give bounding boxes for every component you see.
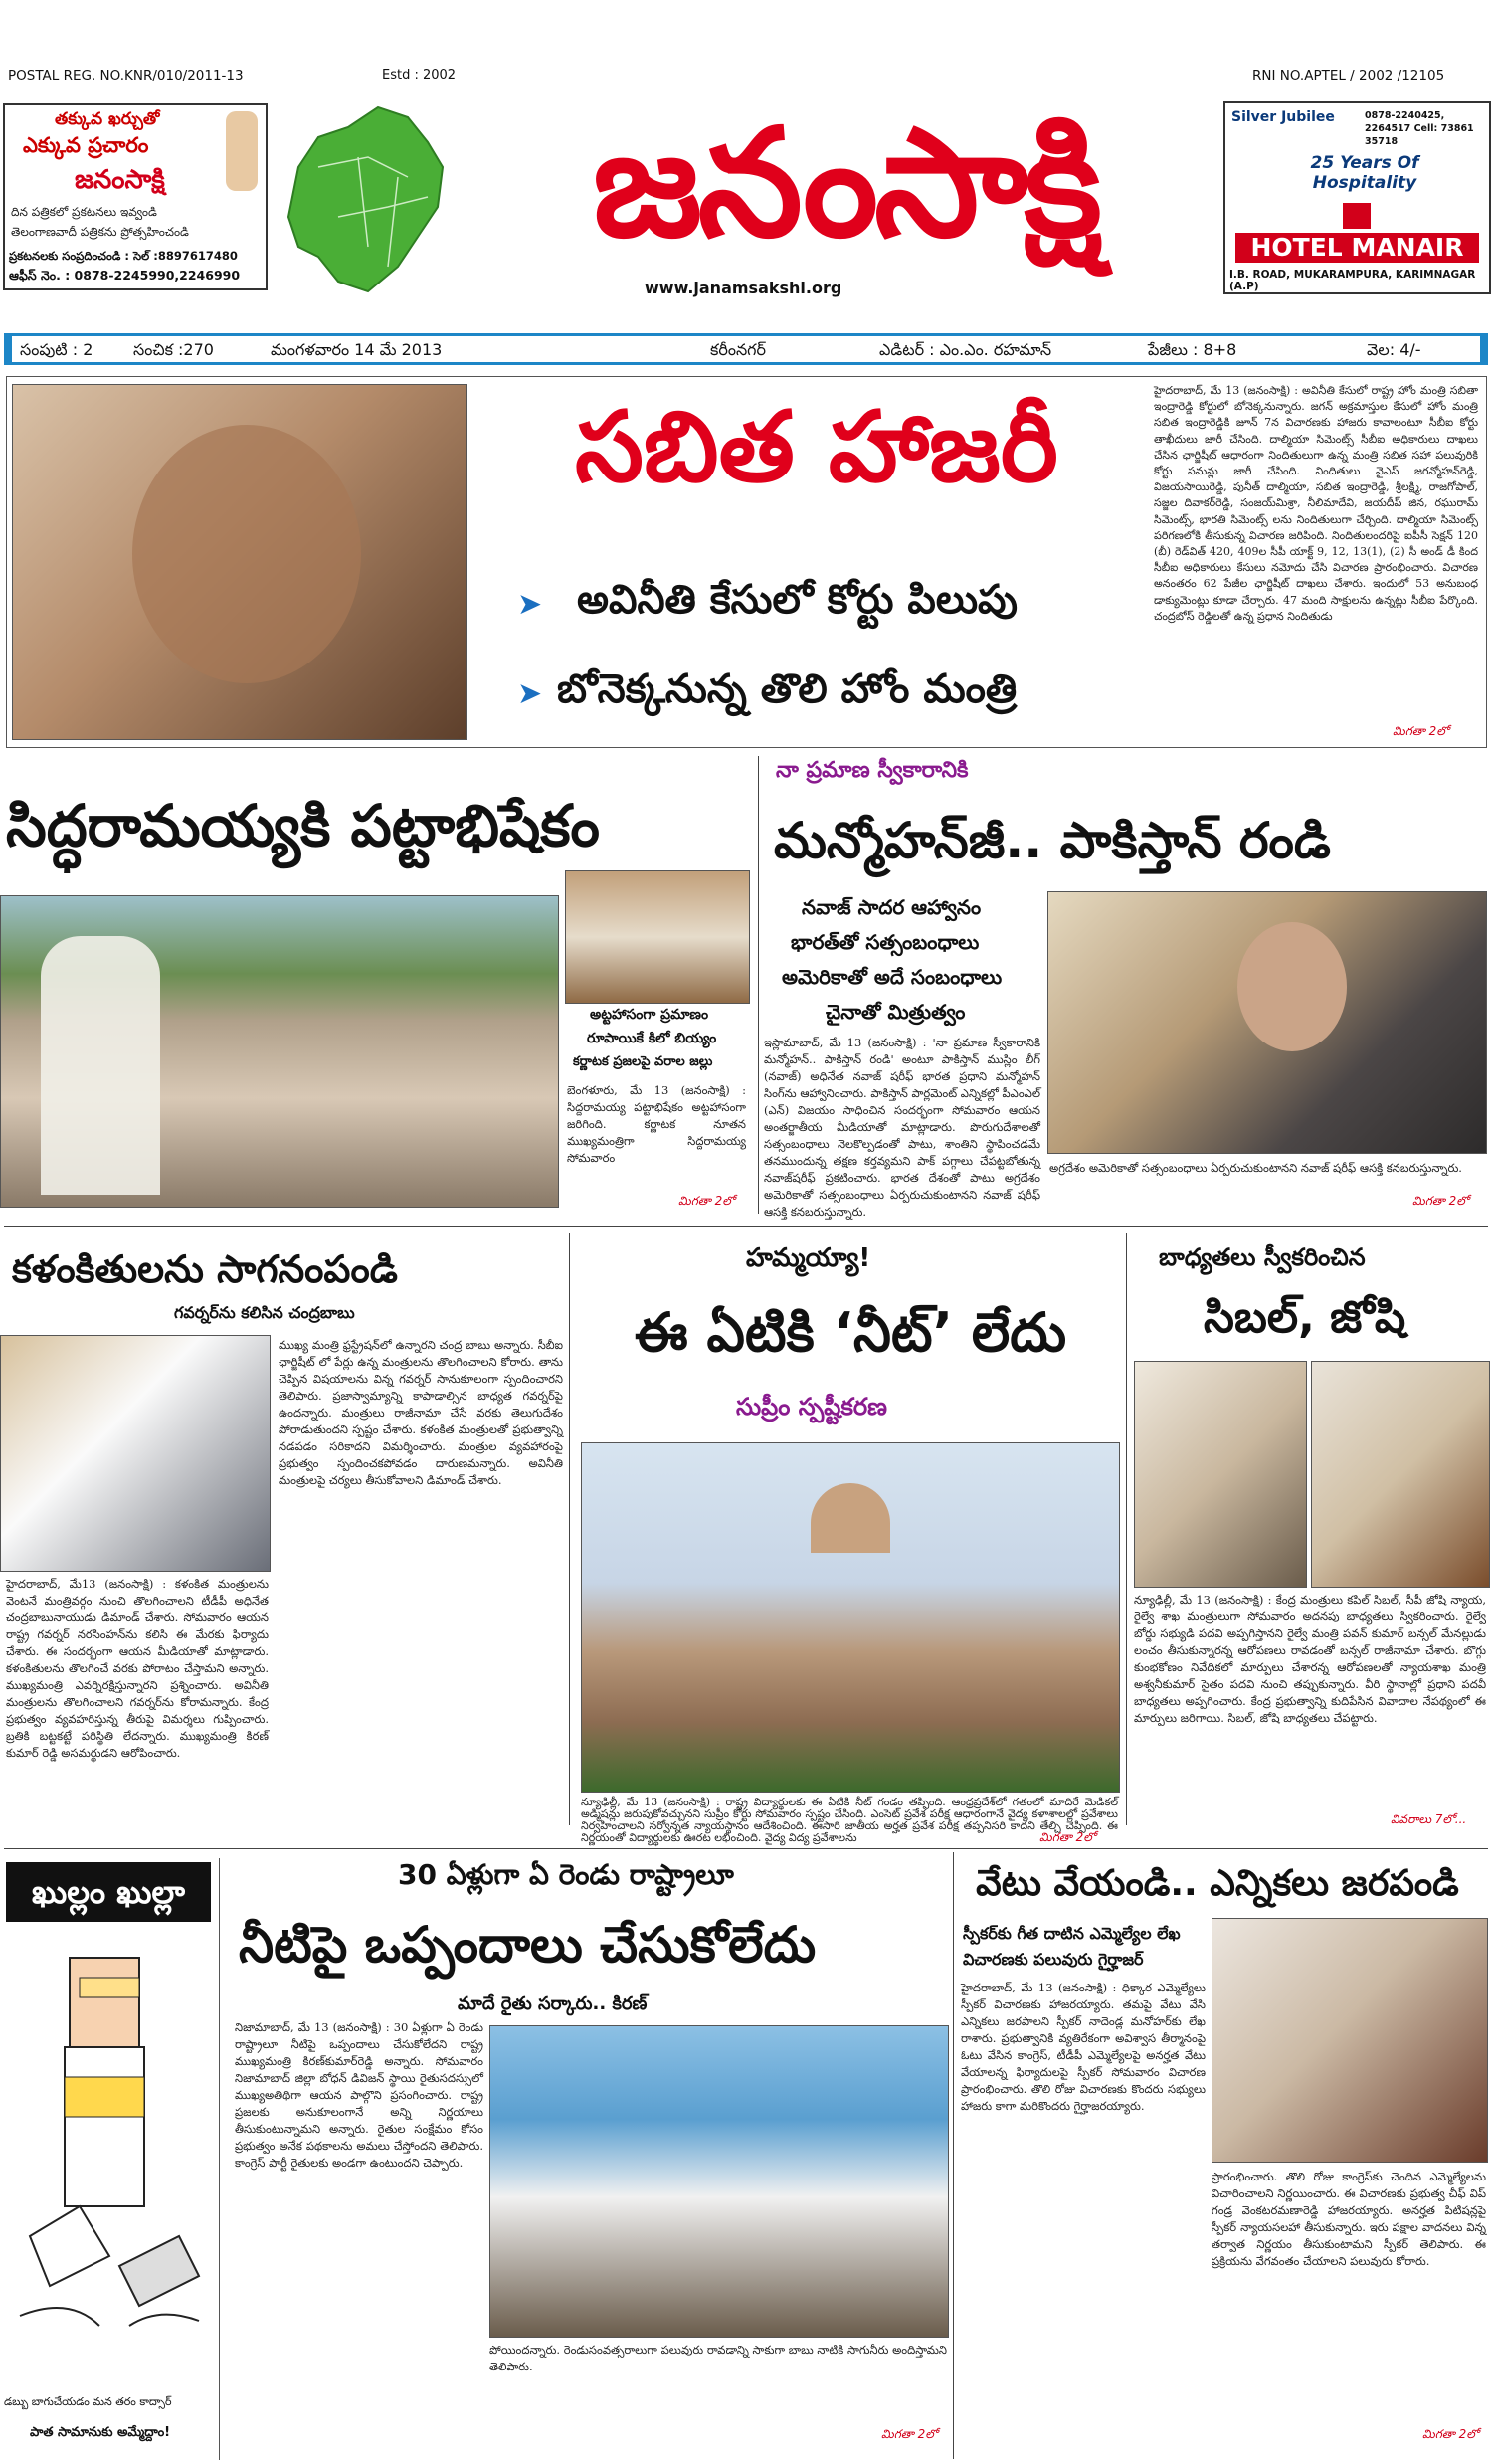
neet-body: న్యూఢిల్లీ, మే 13 (జనంసాక్షి) : రాష్ట్ర విద్యార్థులకు ఈ ఏటికి నీట్ గండం తప్పింది. ఆంధ్రప్రదేశ్‌లో గతంలో మాదిరే మెడికల్ అడ్మిషన్లు జరుపుకోవచ్చునని సుప్రీం కోర్టు సోమవారం స్పష్టం చేసింది. ఎంసెట్ ప్రవేశ పరీక్ష ఆధారంగానే వైద్య కళాశాలల్లో ప్రవేశాలు నిర్వహించాలని సర్వోన్నత న్యాయస్థానం ఆదేశించింది. ఈసారి జాతీయ అర్హత ప్రవేశ పరీక్ష తప్పనిసరి కాదని తేల్చి చెప్పింది. ఈ నిర్ణయంతో విద్యార్థులకు ఊరట లభించింది. వైద్య విద్య ప్రవేశాలను (581, 1796, 1118, 1844)
neet-headline: ఈ ఏటికి ‘నీట్’ లేదు (634, 1301, 1067, 1364)
dateline-bar (4, 333, 1488, 365)
lead-headline: సబిత హాజరీ (575, 391, 1058, 504)
column-divider (953, 1852, 954, 2459)
telangana-map-icon (279, 97, 458, 301)
vetu-headline: వేటు వేయండి.. ఎన్నికలు జరపండి (976, 1863, 1459, 1904)
vetu-body-2: ప్రారంభించారు. తొలి రోజు కాంగ్రెస్‌కు చెందిన ఎమ్మెల్యేలను విచారించాలని నిర్ణయించారు. ఈ విచారణకు ప్రభుత్వ చీఫ్ విప్ గండ్ర వెంకటరమణారెడ్డి హాజరయ్యారు. అనర్హత పిటిషన్లపై స్పీకర్ న్యాయసలహా తీసుకున్నారు. ఇరు పక్షాల వాదనలు విన్న తర్వాత నిర్ణయం తీసుకుంటామని స్పీకర్ తెలిపారు. ఈ ప్రక్రియను వేగవంతం చేయాలని పలువురు కోరారు. (1212, 2170, 1486, 2268)
chandrababu-governor-photo (0, 1335, 271, 1572)
right-advertisement (1223, 101, 1491, 294)
supreme-court-photo (581, 1442, 1120, 1793)
manmohan-sub-1: నవాజ్ సాదర ఆహ్వానం (802, 895, 982, 919)
manmohan-kicker: నా ప్రమాణ స్వీకారానికి (776, 758, 969, 783)
rni-number: RNI NO.APTEL / 2002 /12105 (1252, 68, 1445, 84)
hotel-logo-icon (1343, 203, 1371, 229)
ad-line-1: తక్కువ ఖర్చుతో (55, 109, 160, 129)
bullet-arrow-icon: ➤ (517, 587, 543, 622)
sibal-kicker: బాధ్యతలు స్వీకరించిన (1159, 1243, 1366, 1271)
masthead-title: జనంసాక్షి (593, 97, 1098, 271)
bullet-arrow-icon: ➤ (517, 676, 543, 711)
kalankitulu-sub: గవర్నర్‌ను కలిసిన చంద్రబాబు (174, 1303, 355, 1322)
oath-ceremony-photo (565, 870, 750, 1004)
siddaramaiah-headline: సిద్ధరామయ్యకి పట్టాభిషేకం (6, 792, 600, 859)
cp-joshi-photo (1311, 1361, 1490, 1588)
column-divider (569, 1233, 570, 1825)
kiran-rally-photo (489, 2025, 949, 2338)
ad-line-3: దిన పత్రికలో ప్రకటనలు ఇవ్వండి (11, 205, 157, 219)
cartoon-title: ఖుల్లం ఖుల్లా (6, 1862, 211, 1922)
lead-bullet-1: అవినీతి కేసులో కోర్టు పిలుపు (577, 577, 1018, 623)
kalankitulu-body: హైదరాబాద్, మే13 (జనంసాక్షి) : కళంకిత మంత్రులను వెంటనే మంత్రివర్గం నుంచి తొలగించాలని టీడీపీ అధినేత చంద్రబాబునాయుడు డిమాండ్ చేశారు. సోమవారం ఆయన రాష్ట్ర గవర్నర్ నరసింహన్‌ను కలిసి ఈ మేరకు ఫిర్యాదు చేశారు. ఈ సందర్భంగా ఆయన మీడియాతో మాట్లాడారు. కళంకితులను తొలగించే వరకు పోరాటం చేస్తామని అన్నారు. ముఖ్యమంత్రి ఎవర్నిరక్షిస్తున్నారని ప్రశ్నించారు. అవినీతి మంత్రులను తొలగించాలని గవర్నర్‌ను కోరామన్నారు. కేంద్ర ప్రభుత్వం వ్యవహరిస్తున్న తీరుపై విమర్శలు గుప్పించారు. బ్రతికి బట్టకట్టే పరిస్థితి లేదన్నారు. ముఖ్యమంత్రి కిరణ్ కుమార్ రెడ్డి అసమర్థుడని ఆరోపించారు. (6, 1577, 269, 1760)
issue-date: మంగళవారం 14 మే 2013 (271, 340, 443, 359)
editor: ఎడిటర్ : ఎం.ఎం. రహమాన్ (879, 340, 1052, 359)
lead-body: హైదరాబాద్, మే 13 (జనంసాక్షి) : అవినీతి కేసులో రాష్ట్ర హోం మంత్రి సబితా ఇంద్రారెడ్డి కోర్టులో బోనెక్కనున్నారు. జగన్ అక్రమాస్తుల కేసులో హోం మంత్రి సబిత ఇంద్రారెడ్డికి జూన్ 7న విచారణకు హాజరు కావాలంటూ సీబీఐ కోర్టు తాఖీదులు జారీ చేసింది. దాల్మియా సిమెంట్స్ సీబీఐ అధికారులు దాఖలు చేసిన ఛార్జిషీట్ ఆధారంగా నిందితులుగా ఉన్న మంత్రి సబిత సహా పలువురికి కోర్టు సమన్లు జారీ చేసింది. నిందితులు వైఎస్ జగన్మోహన్‌రెడ్డి, విజయసాయిరెడ్డి, పునీత్ దాల్మియా, సబిత ఇంద్రారెడ్డి, శ్రీలక్ష్మి, రాజగోపాల్, సజ్జల దివాకర్‌రెడ్డి, సంజయ్‌మిశ్రా, నీలిమాదేవి, జయదీప్ జిన, రఘురామ్ సిమెంట్స్, భారతి సిమెంట్స్ లను నిందితులుగా చేర్చింది. దాల్మియా సిమెంట్స్ పరిగణలోకి తీసుకున్న విచారణ జరిపింది. నిందితులందరిపై ఐపీసీ సెక్షన్ 120 (బీ) రెడ్‌విత్ 420, 409ల సీపీ యాక్ట్ 9, 12, 13(1), (2) సీ అండ్ డీ కింద సీబీఐ అధికారులు కేసులు నమోదు చేసి విచారణ ప్రారంభించారు. విచారణ అనంతరం 62 పేజీల ఛార్జిషీట్ దాఖలు చేశారు. ఇందులో 53 అనుబంధ డాక్యుమెంట్లు కూడా చేర్చారు. 47 మంది సాక్షులను ఉన్నట్లు సీబీఐ పేర్కొంది. చంద్రబోస్ రెడ్డిలతో ఉన్న ప్రధాన నిందితుడు (1154, 384, 1478, 623)
sabitha-photo (12, 384, 467, 740)
sibal-headline: సిబల్, జోషి (1204, 1292, 1406, 1343)
city: కరీంనగర్ (710, 340, 767, 359)
volume-number: సంపుటి : 2 (20, 340, 93, 359)
manmohan-sub-2: భారత్‌తో సత్సంబంధాలు (791, 930, 980, 954)
ad-years: 25 Years Of Hospitality (1310, 153, 1419, 193)
ad-silver-jubilee: Silver Jubilee (1231, 109, 1335, 125)
lead-bullet-2: బోనెక్కనున్న తొలి హోం మంత్రి (557, 666, 1018, 712)
manmohan-body: ఇస్లామాబాద్, మే 13 (జనంసాక్షి) : 'నా ప్రమాణ స్వీకారానికి మన్మోహన్.. పాకిస్తాన్ రండి' అంటూ పాకిస్తాన్ ముస్లిం లీగ్ (నవాజ్) అధినేత నవాజ్ షరీఫ్ భారత ప్రధాని మన్మోహన్ సింగ్‌ను ఆహ్వానించారు. పాకిస్తాన్ పార్లమెంట్ ఎన్నికల్లో పీఎంఎల్ (ఎన్) విజయం సాధించిన సందర్భంగా సోమవారం ఆయన అంతర్జాతీయ మీడియాతో మాట్లాడారు. పొరుగుదేశాలతో సత్సంబంధాలు నెలకొల్పడంతో పాటు, శాంతిని స్థాపించడమే తనముందున్న తక్షణ కర్తవ్యమని పాక్ పగ్గాలు చేపట్టబోతున్న నవాజ్‌షరీఫ్ ప్రకటించారు. భారత దేశంతో పాటు అగ్రదేశం అమెరికాతో సత్సంబంధాలు ఏర్పరుచుకుంటానని నవాజ్ షరీఫ్ ఆసక్తి కనబరుస్తున్నారు. (764, 1036, 1040, 1219)
page-count: పేజీలు : 8+8 (1148, 340, 1237, 359)
ad-line-2: ఎక్కువ ప్రచారం (23, 133, 149, 157)
vetu-sub-2: విచారణకు పలువురు గైర్హాజర్ (963, 1950, 1144, 1969)
lead-continued[interactable]: మిగతా 2లో (1393, 724, 1449, 738)
neet-continued[interactable]: మిగతా 2లో (1039, 1830, 1096, 1844)
water-kicker: 30 ఏళ్లుగా ఏ రెండు రాష్ట్రాలూ (398, 1858, 734, 1891)
siddaramaiah-continued[interactable]: మిగతా 2లో (678, 1194, 735, 1208)
section-divider (4, 1848, 1488, 1849)
manmohan-sub-4: చైనాతో మిత్రుత్వం (826, 1000, 966, 1024)
vetu-continued[interactable]: మిగతా 2లో (1422, 2427, 1479, 2441)
sibal-continued[interactable]: వివరాలు 7లో... (1391, 1812, 1467, 1826)
ad-line-4: తెలంగాణవాదీ పత్రికను ప్రోత్సహించండి (11, 225, 189, 239)
sibal-body: న్యూఢిల్లీ, మే 13 (జనంసాక్షి) : కేంద్ర మంత్రులు కపిల్ సిబల్, సీపీ జోషి న్యాయ, రైల్వే శాఖ మంత్రులుగా సోమవారం అదనపు బాధ్యతలు స్వీకరించారు. రైల్వే బోర్డు సభ్యుడి పదవి అప్పగిస్తానని రైల్వే మంత్రి పవన్ కుమార్ బన్సల్ మేనల్లుడు లంచం తీసుకున్నారన్న ఆరోపణలు రావడంతో బన్సల్ రాజీనామా చేశారు. బొగ్గు కుంభకోణం నివేదికలో మార్పులు చేశారన్న ఆరోపణలతో న్యాయశాఖ మంత్రి అశ్వనీకుమార్ సైతం పదవి నుంచి తప్పుకున్నారు. వీరి స్థానాల్లో ప్రధాని పదవీ బాధ్యతలు అప్పగించారు. కేంద్ర ప్రభుత్వాన్ని కుదిపేసిన వివాదాల నేపథ్యంలో ఈ మార్పులు జరిగాయి. సిబల్, జోషి బాధ్యతలు చేపట్టారు. (1134, 1593, 1486, 1725)
cartoon-caption-2: పాత సామానుకు అమ్మేద్దాం! (30, 2425, 171, 2440)
column-divider (1126, 1233, 1127, 1825)
manmohan-body-contd: అగ్రదేశం అమెరికాతో సత్సంబంధాలు ఏర్పరుచుకుంటానని నవాజ్ షరీఫ్ ఆసక్తి కనబరుస్తున్నారు. (1049, 1161, 1462, 1175)
ad-address: I.B. ROAD, MUKARAMPURA, KARIMNAGAR (A.P) (1229, 269, 1476, 292)
ad-contact-1: ప్రకటనలకు సంప్రదించండి : సెల్ :8897617480 (9, 249, 238, 263)
estd: Estd : 2002 (382, 68, 457, 83)
website-url[interactable]: www.janamsakshi.org (645, 279, 842, 297)
vetu-body: హైదరాబాద్, మే 13 (జనంసాక్షి) : ధిక్కార ఎమ్మెల్యేలు స్పీకర్ విచారణకు హాజరయ్యారు. తమపై వేటు వేసి ఎన్నికలు జరపాలని స్పీకర్ నాదెండ్ల మనోహర్‌కు లేఖ రాశారు. ప్రభుత్వానికి వ్యతిరేకంగా అవిశ్వాస తీర్మానంపై ఓటు వేసిన కాంగ్రెస్, టీడీపీ ఎమ్మెల్యేలపై అనర్హత వేటు వేయాలన్న ఫిర్యాదులపై స్పీకర్ సోమవారం విచారణ ప్రారంభించారు. తొలి రోజు విచారణకు కొందరు సభ్యులు హాజరు కాగా మరికొందరు గైర్హాజరయ్యారు. (961, 1981, 1206, 2113)
ad-brand: జనంసాక్షి (75, 165, 165, 195)
left-advertisement (3, 103, 268, 290)
siddaramaiah-sub-2: రూపాయికే కిలో బియ్యం (587, 1031, 717, 1046)
ad-contact-2: ఆఫీస్ నెం. : 0878-2245990,2246990 (9, 268, 241, 283)
water-headline: నీటిపై ఒప్పందాలు చేసుకోలేదు (239, 1916, 817, 1974)
ad-hotel-name: HOTEL MANAIR (1235, 233, 1479, 263)
water-body-2: పోయిందన్నారు. రెండుసంవత్సరాలుగా పలువురు రావడాన్ని సాకుగా బాబు నాటికి సాగునీరు అందిస్తామని తెలిపారు. (489, 2343, 947, 2373)
price: వెల: 4/- (1367, 340, 1421, 359)
kalankitulu-headline: కళంకితులను సాగనంపండి (12, 1247, 398, 1291)
vetu-sub-1: స్పీకర్‌కు గీత దాటిన ఎమ్మెల్యేల లేఖ (963, 1924, 1181, 1943)
water-sub: మాదే రైతు సర్కారు.. కిరణ్ (458, 1993, 648, 2014)
kalankitulu-body-2: ముఖ్య మంత్రి ఫ్రస్ట్రేషన్‌లో ఉన్నారని చంద్ర బాబు అన్నారు. సీబీఐ ఛార్జిషీట్ లో పేర్లు ఉన్న మంత్రులను తొలగించాలని కోరారు. తాను చెప్పిన విషయాలను విన్న గవర్నర్ సానుకూలంగా స్పందించారని తెలిపారు. ప్రజాస్వామ్యాన్ని కాపాడాల్సిన బాధ్యత గవర్నర్‌పై ఉందన్నారు. మంత్రులు రాజీనామా చేసే వరకు తెలుగుదేశం పోరాడుతుందని స్పష్టం చేశారు. కళంకిత మంత్రులతో ప్రభుత్వాన్ని నడపడం సరికాదని విమర్శించారు. మంత్రుల వ్యవహారంపై ప్రభుత్వం స్పందించకపోవడం దారుణమన్నారు. అవినీతి మంత్రులపై చర్యలు తీసుకోవాలని డిమాండ్ చేశారు. (279, 1338, 563, 1487)
siddaramaiah-sub-3: కర్ణాటక ప్రజలపై వరాల జల్లు (573, 1054, 713, 1069)
cartoon-drawing-icon (10, 1938, 214, 2336)
column-divider (758, 756, 759, 1214)
manmohan-sub-3: అమెరికాతో అదే సంబంధాలు (782, 965, 1003, 989)
ad-figure-icon (226, 111, 258, 191)
cartoon-caption-1: డబ్బు బాగుచేయడం మన తరం కాద్సార్ (4, 2395, 172, 2408)
manmohan-headline: మన్మోహన్‌జీ.. పాకిస్తాన్ రండి (774, 812, 1331, 869)
water-body: నిజామాబాద్, మే 13 (జనంసాక్షి) : 30 ఏళ్లుగా ఏ రెండు రాష్ట్రాలూ నీటిపై ఒప్పందాలు చేసుకోలేదని రాష్ట్ర ముఖ్యమంత్రి కిరణ్‌కుమార్‌రెడ్డి అన్నారు. సోమవారం నిజామాబాద్ జిల్లా బోధన్ డివిజన్ స్థాయి రైతుసదస్సులో ముఖ్యఅతిథిగా ఆయన పాల్గొని ప్రసంగించారు. రాష్ట్ర ప్రజలకు అనుకూలంగానే అన్ని నిర్ణయాలు తీసుకుంటున్నామని అన్నారు. రైతుల సంక్షేమం కోసం ప్రభుత్వం అనేక పథకాలను అమలు చేస్తోందని తెలిపారు. కాంగ్రెస్ పార్టీ రైతులకు అండగా ఉంటుందని చెప్పారు. (235, 2020, 483, 2170)
neet-kicker: హమ్మయ్యా! (746, 1243, 871, 1273)
neet-sub: సుప్రీం స్పష్టీకరణ (736, 1393, 887, 1421)
section-divider (4, 1226, 1488, 1227)
postal-reg: POSTAL REG. NO.KNR/010/2011-13 (8, 68, 244, 84)
water-continued[interactable]: మిగతా 2లో (881, 2427, 938, 2441)
issue-number: సంచిక :270 (133, 340, 214, 359)
speaker-hearing-photo (1212, 1918, 1488, 2163)
nawaz-sharif-photo (1047, 891, 1487, 1154)
swearing-in-crowd-photo (0, 895, 559, 1208)
siddaramaiah-body: బెంగళూరు, మే 13 (జనంసాక్షి) : సిద్దరామయ్య పట్టాభిషేకం అట్టహాసంగా జరిగింది. కర్ణాటక నూతన ముఖ్యమంత్రిగా సిద్దరామయ్య సోమవారం (567, 1083, 746, 1165)
khullam-khulla-cartoon (0, 1858, 220, 2460)
manmohan-continued[interactable]: మిగతా 2లో (1412, 1194, 1469, 1208)
ad-phone: 0878-2240425, 2264517 Cell: 73861 35718 (1365, 110, 1474, 147)
kapil-sibal-photo (1134, 1361, 1307, 1588)
siddaramaiah-sub-1: అట్టహాసంగా ప్రమాణం (590, 1007, 709, 1023)
